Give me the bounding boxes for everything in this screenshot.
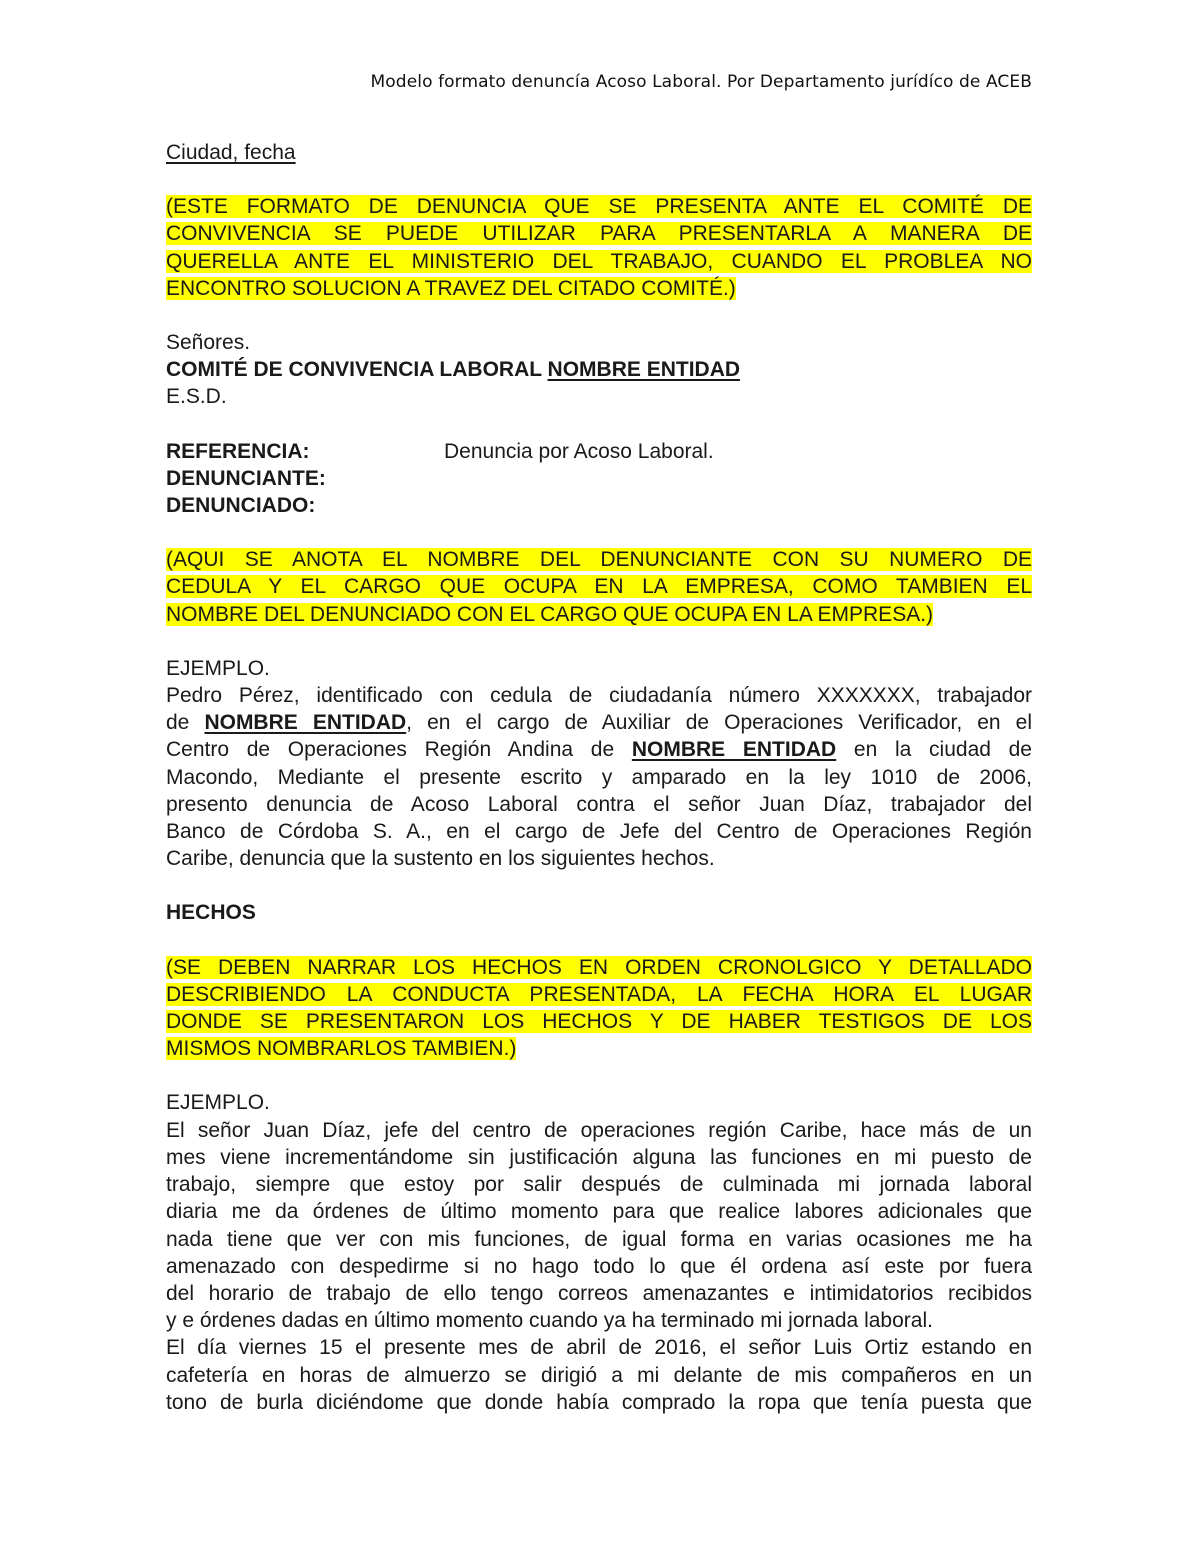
paragraph-line: tono de burla diciéndome que donde había comprado la ropa que tenía puesta que — [166, 1390, 1032, 1414]
esd: E.S.D. — [166, 385, 227, 409]
paragraph-line: del horario de trabajo de ello tengo correos amenazantes e intimidatorios recibidos — [166, 1281, 1032, 1305]
note-line: DESCRIBIENDO LA CONDUCTA PRESENTADA, LA FECHA HORA EL LUGAR — [166, 982, 1032, 1006]
entity-name: NOMBRE ENTIDAD — [547, 358, 741, 382]
paragraph-line: Macondo, Mediante el presente escrito y amparado en la ley 1010 de 2006, — [166, 765, 1032, 789]
paragraph-line: Banco de Córdoba S. A., en el cargo de Jefe del Centro de Operaciones Región — [166, 820, 1032, 844]
entity-name: NOMBRE ENTIDAD — [631, 738, 837, 762]
instruction-note-1 — [166, 193, 1032, 302]
committee-label: COMITÉ DE CONVIVENCIA LABORAL — [166, 358, 542, 382]
addressee-block — [166, 329, 1032, 411]
note-line: (SE DEBEN NARRAR LOS HECHOS EN ORDEN CRONOLGICO Y DETALLADO — [166, 955, 1032, 979]
paragraph-line: El señor Juan Díaz, jefe del centro de operaciones región Caribe, hace más de un — [166, 1118, 1032, 1142]
reference-block — [166, 438, 1032, 520]
committee-name — [166, 356, 1032, 383]
accused-label: DENUNCIADO: — [166, 494, 316, 518]
city-date: Ciudad, fecha — [166, 141, 296, 164]
note-line: NOMBRE DEL DENUNCIADO CON EL CARGO QUE OCUPA EN LA EMPRESA.) — [166, 602, 934, 626]
note-line: MISMOS NOMBRARLOS TAMBIEN.) — [166, 1037, 517, 1061]
note-line: (ESTE FORMATO DE DENUNCIA QUE SE PRESENTA ANTE EL COMITÉ DE — [166, 195, 1032, 219]
reference-label: REFERENCIA: — [166, 439, 310, 463]
instruction-note-3 — [166, 954, 1032, 1063]
complainant-label: DENUNCIANTE: — [166, 466, 326, 490]
text-span: en la ciudad de — [836, 738, 1032, 762]
text-span: , en el cargo de Auxiliar de Operaciones Verificador, en el — [406, 711, 1032, 735]
note-line: CEDULA Y EL CARGO QUE OCUPA EN LA EMPRESA, COMO TAMBIEN EL — [166, 575, 1032, 599]
note-line: DONDE SE PRESENTARON LOS HECHOS Y DE HABER TESTIGOS DE LOS — [166, 1010, 1032, 1034]
paragraph-line — [166, 709, 1032, 736]
entity-name: NOMBRE ENTIDAD — [204, 711, 407, 735]
paragraph-line: diaria me da órdenes de último momento para que realice labores adicionales que — [166, 1200, 1032, 1224]
instruction-note-2 — [166, 546, 1032, 628]
text-span: Centro de Operaciones Región Andina de — [166, 738, 632, 762]
example-heading: EJEMPLO. — [166, 656, 270, 680]
paragraph-line — [166, 736, 1032, 763]
paragraph-line: nada tiene que ver con mis funciones, de igual forma en varias ocasiones me ha — [166, 1227, 1032, 1251]
note-line: QUERELLA ANTE EL MINISTERIO DEL TRABAJO, CUANDO EL PROBLEA NO — [166, 249, 1032, 273]
note-line: ENCONTRO SOLUCION A TRAVEZ DEL CITADO COMITÉ.) — [166, 276, 736, 300]
document-body — [166, 139, 1032, 1416]
paragraph-line: amenazado con despedirme si no hago todo lo que él ordena así este por fuera — [166, 1254, 1032, 1278]
example-2 — [166, 1089, 1032, 1415]
salutation: Señores. — [166, 331, 251, 355]
paragraph-line: cafetería en horas de almuerzo se dirigió a mi delante de mis compañeros en un — [166, 1363, 1032, 1387]
example-1 — [166, 655, 1032, 873]
paragraph-line: Caribe, denuncia que la sustento en los siguientes hechos. — [166, 847, 715, 871]
facts-heading: HECHOS — [166, 901, 256, 925]
paragraph-line: y e órdenes dadas en último momento cuando ya ha terminado mi jornada laboral. — [166, 1309, 933, 1333]
note-line: (AQUI SE ANOTA EL NOMBRE DEL DENUNCIANTE CON SU NUMERO DE — [166, 548, 1032, 572]
reference-value: Denuncia por Acoso Laboral. — [444, 439, 714, 463]
paragraph-line: trabajo, siempre que estoy por salir después de culminada mi jornada laboral — [166, 1173, 1032, 1197]
paragraph-line: mes viene incrementándome sin justificación alguna las funciones en mi puesto de — [166, 1145, 1032, 1169]
paragraph-line: El día viernes 15 el presente mes de abril de 2016, el señor Luis Ortiz estando en — [166, 1336, 1032, 1360]
paragraph-line: presento denuncia de Acoso Laboral contra el señor Juan Díaz, trabajador del — [166, 792, 1032, 816]
note-line: CONVIVENCIA SE PUEDE UTILIZAR PARA PRESENTARLA A MANERA DE — [166, 222, 1032, 246]
example-heading: EJEMPLO. — [166, 1091, 270, 1115]
text-span: de — [166, 711, 205, 735]
paragraph-line: Pedro Pérez, identificado con cedula de ciudadanía número XXXXXXX, trabajador — [166, 684, 1032, 708]
page-header: Modelo formato denuncía Acoso Laboral. Por Departamento jurídíco de ACEB — [370, 72, 1032, 92]
